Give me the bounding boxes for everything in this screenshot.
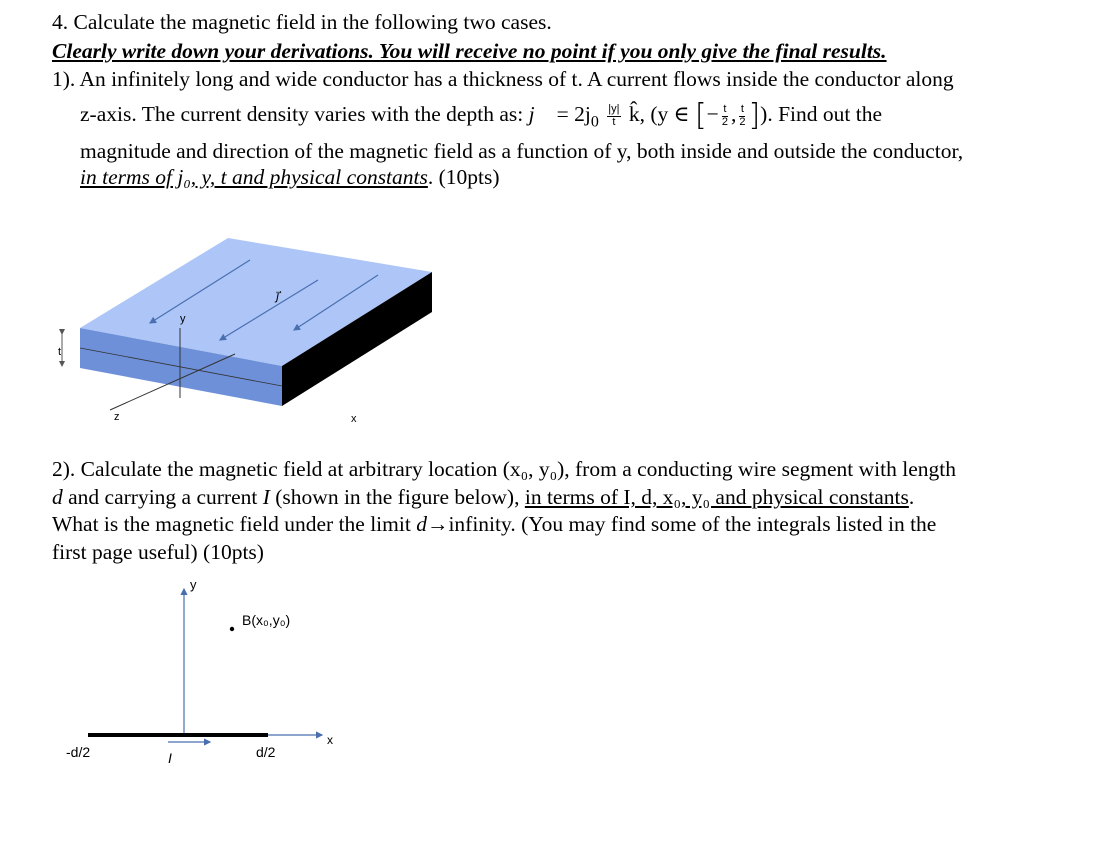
- part2-terms-link: in terms of I, d, x₀, y₀ and physical constants: [524, 485, 909, 509]
- part1-line2-suffix: ). Find out the: [760, 102, 882, 126]
- khat-part: k̂, (y ∈: [623, 102, 695, 126]
- field-point-label: B(x₀,y₀): [242, 612, 291, 628]
- fraction-denominator: t: [612, 115, 616, 128]
- slab-figure: [50, 230, 450, 430]
- part2-limit-d: d: [416, 512, 427, 536]
- fraction-y-over-t: [607, 104, 620, 128]
- equals-2j: = 2j: [551, 102, 591, 126]
- part2-line3: [52, 514, 936, 536]
- part1-line3: magnitude and direction of the magnetic field as a function of y, both inside and outside the conductor,: [80, 139, 964, 163]
- fraction-t-half-neg: [722, 104, 728, 128]
- field-point-dot: [230, 627, 234, 631]
- part1-terms-link: in terms of j₀, y, t and physical constants: [80, 165, 428, 189]
- part1-line4-suffix: . (10pts): [427, 165, 500, 189]
- fraction-t-half-pos: [739, 104, 745, 128]
- slab-y-label: y: [180, 313, 186, 325]
- part2-line1: 2). Calculate the magnetic field at arbitrary location (x₀, y₀), from a conducting wire segment with length: [52, 457, 956, 481]
- neg-t-den: 2: [721, 115, 728, 128]
- pos-t-num: t: [740, 103, 744, 116]
- part2-line3-suffix: →infinity. (You may find some of the integrals listed in the: [426, 512, 937, 536]
- slab-z-label: z: [114, 411, 120, 423]
- bracket-open: [: [694, 98, 707, 133]
- neg-t-num: t: [723, 103, 727, 116]
- part1-line2-prefix: z-axis. The current density varies with the depth as:: [80, 102, 529, 126]
- current-density-symbol: j⃗: [528, 102, 552, 126]
- wire-y-label: y: [190, 577, 197, 592]
- slab-j-label: j⃗: [276, 289, 280, 303]
- left-end-label: -d/2: [66, 744, 91, 760]
- right-end-label: d/2: [256, 744, 276, 760]
- part2-line4: first page useful) (10pts): [52, 540, 264, 564]
- instruction: Clearly write down your derivations. You will receive no point if you only give the final results.: [52, 39, 887, 63]
- fraction-numerator: |y|: [608, 103, 620, 116]
- thickness-t-label: t: [58, 346, 62, 358]
- comma: ,: [730, 102, 737, 126]
- part1-line2: [80, 98, 882, 133]
- part2-line3-prefix: What is the magnetic field under the limit: [52, 512, 417, 536]
- part2-I: I: [262, 485, 270, 509]
- minus-sign: −: [706, 102, 719, 126]
- part2-line2-end: .: [908, 485, 915, 509]
- part1-line1: 1). An infinitely long and wide conductor has a thickness of t. A current flows inside the conductor along: [52, 67, 954, 91]
- part2-d: d: [52, 485, 63, 509]
- slab-x-label: x: [351, 413, 357, 425]
- wire-x-label: x: [327, 733, 333, 747]
- part2-line2-mid2: (shown in the figure below),: [269, 485, 525, 509]
- wire-figure: [50, 575, 370, 775]
- part2-line2-mid: and carrying a current: [62, 485, 263, 509]
- pos-t-den: 2: [739, 115, 746, 128]
- part1-line4: [80, 167, 500, 189]
- problem-title: 4. Calculate the magnetic field in the following two cases.: [52, 10, 552, 34]
- bracket-close: ]: [748, 98, 761, 133]
- current-label: I: [168, 750, 172, 766]
- part2-line2: [52, 487, 914, 509]
- subscript-0: 0: [590, 113, 599, 131]
